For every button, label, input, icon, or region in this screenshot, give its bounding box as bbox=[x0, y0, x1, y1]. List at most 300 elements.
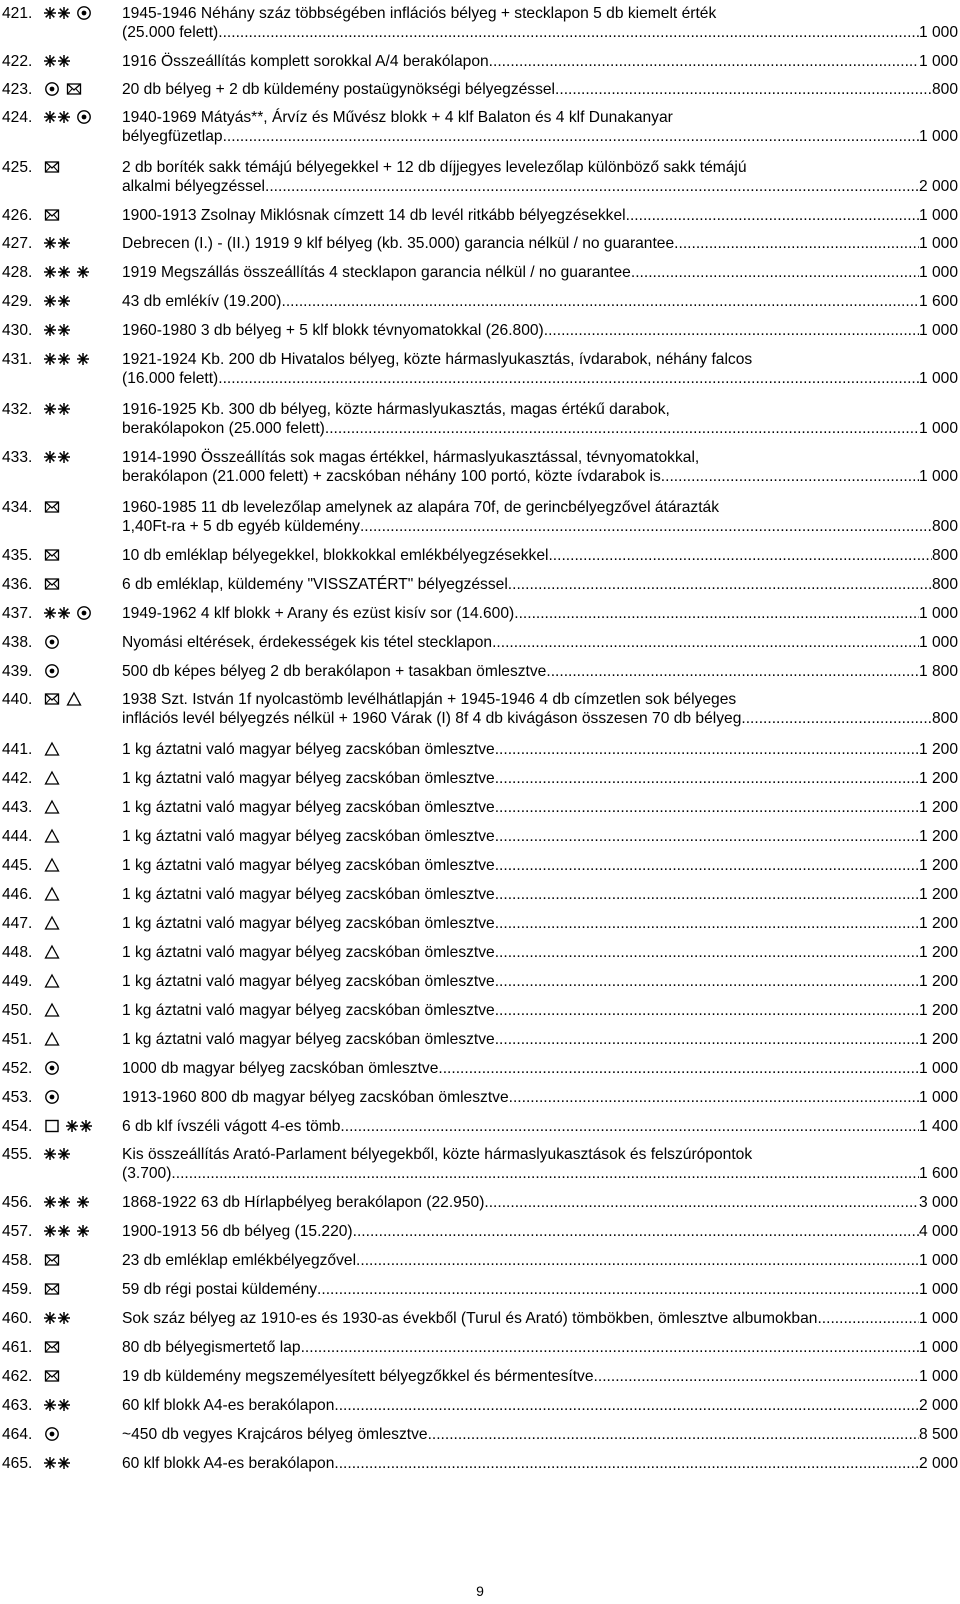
lot-description bbox=[122, 690, 958, 728]
dot-leader bbox=[223, 127, 919, 146]
dot-leader bbox=[741, 709, 932, 728]
lot-description-line: inflációs levél bélyegzés nélkül + 1960 Várak (I) 8f 4 db kivágáson összesen 70 db bélyeg bbox=[122, 710, 742, 727]
lot-description-line: 1913-1960 800 db magyar bélyeg zacskóban ömlesztve bbox=[122, 1089, 509, 1106]
lot-price: 1 400 bbox=[918, 1118, 958, 1135]
dot-leader bbox=[484, 1193, 919, 1212]
lot-description bbox=[122, 1280, 958, 1299]
lot-description bbox=[122, 943, 958, 962]
lot-description bbox=[122, 1367, 958, 1386]
condition-icons bbox=[44, 547, 60, 563]
lot-description-line: 80 db bélyegismertető lap bbox=[122, 1339, 301, 1356]
dot-leader bbox=[353, 1222, 919, 1241]
lot-description bbox=[122, 1425, 958, 1444]
lot-price: 800 bbox=[931, 518, 958, 535]
lot-price: 2 000 bbox=[918, 1455, 958, 1472]
lot-description bbox=[122, 263, 958, 282]
lot-number: 456. bbox=[2, 1194, 33, 1211]
mnh-icon bbox=[44, 1146, 70, 1162]
lot-price: 8 500 bbox=[918, 1426, 958, 1443]
lot-description-line: alkalmi bélyegzéssel bbox=[122, 178, 266, 195]
lot-description bbox=[122, 856, 958, 875]
lot-description-line: 1 kg áztatni való magyar bélyeg zacskóban ömlesztve bbox=[122, 915, 495, 932]
lot-description-line: 500 db képes bélyeg 2 db berakólapon + tasakban ömlesztve bbox=[122, 663, 547, 680]
condition-icons bbox=[44, 264, 90, 280]
lot-number: 463. bbox=[2, 1397, 33, 1414]
dot-leader bbox=[282, 292, 919, 311]
mnh-icon bbox=[44, 401, 70, 417]
mnh-icon bbox=[44, 1455, 70, 1471]
lot-description bbox=[122, 1193, 958, 1212]
lot-description-line: 1900-1913 56 db bélyeg (15.220) bbox=[122, 1223, 353, 1240]
lot-description bbox=[122, 321, 958, 340]
lot-description bbox=[122, 1396, 958, 1415]
cover-icon bbox=[44, 499, 60, 515]
condition-icons bbox=[44, 634, 60, 650]
lot-number: 436. bbox=[2, 576, 33, 593]
lot-description-line: 1949-1962 4 klf blokk + Arany és ezüst kisív sor (14.600) bbox=[122, 605, 515, 622]
bulk-icon bbox=[44, 1031, 60, 1047]
lot-description bbox=[122, 400, 958, 438]
mnh-icon bbox=[44, 53, 70, 69]
lot-price: 1 800 bbox=[918, 663, 958, 680]
condition-icons bbox=[44, 1223, 90, 1239]
condition-icons bbox=[44, 915, 60, 931]
lot-price: 1 000 bbox=[918, 468, 958, 485]
mnh-icon bbox=[44, 1397, 70, 1413]
condition-icons bbox=[44, 351, 90, 367]
lot-description-line: 1940-1969 Mátyás**, Árvíz és Művész blokk + 4 klf Balaton és 4 klf Dunakanyar bbox=[122, 109, 673, 126]
lot-description-line: Debrecen (I.) - (II.) 1919 9 klf bélyeg (kb. 35.000) garancia nélkül / no guarantee bbox=[122, 235, 675, 252]
lot-description bbox=[122, 206, 958, 225]
dot-leader bbox=[428, 1425, 919, 1444]
lot-number: 455. bbox=[2, 1146, 33, 1163]
lot-description-line: 1868-1922 63 db Hírlapbélyeg berakólapon (22.950) bbox=[122, 1194, 485, 1211]
dot-leader bbox=[360, 517, 932, 536]
bulk-icon bbox=[66, 691, 82, 707]
dot-leader bbox=[548, 546, 932, 565]
cancelled-icon bbox=[44, 663, 60, 679]
mnh-icon bbox=[44, 264, 70, 280]
lot-price: 1 200 bbox=[918, 770, 958, 787]
condition-icons bbox=[44, 109, 92, 125]
lot-price: 1 200 bbox=[918, 857, 958, 874]
mnh-icon bbox=[44, 322, 70, 338]
lot-description-line: 59 db régi postai küldemény bbox=[122, 1281, 318, 1298]
lot-number: 462. bbox=[2, 1368, 33, 1385]
dot-leader bbox=[340, 1117, 919, 1136]
dot-leader bbox=[438, 1059, 919, 1078]
lot-description bbox=[122, 972, 958, 991]
lot-number: 452. bbox=[2, 1060, 33, 1077]
cancelled-icon bbox=[76, 109, 92, 125]
lot-price: 1 000 bbox=[918, 264, 958, 281]
condition-icons bbox=[44, 605, 92, 621]
lot-number: 447. bbox=[2, 915, 33, 932]
cover-icon bbox=[44, 159, 60, 175]
lot-description-line: (16.000 felett) bbox=[122, 370, 219, 387]
bulk-icon bbox=[44, 857, 60, 873]
lot-number: 443. bbox=[2, 799, 33, 816]
lot-description-line: 2 db boríték sakk témájú bélyegekkel + 12 db díjjegyes levelezőlap különböző sakk témájú bbox=[122, 159, 747, 176]
lot-number: 450. bbox=[2, 1002, 33, 1019]
lot-description-line: 19 db küldemény megszemélyesített bélyegzőkkel és bérmentesítve bbox=[122, 1368, 594, 1385]
lot-description-line: 43 db emlékív (19.200) bbox=[122, 293, 282, 310]
lot-description-line: 60 klf blokk A4-es berakólapon bbox=[122, 1455, 335, 1472]
mnh-icon bbox=[44, 351, 70, 367]
lot-description-line: 1900-1913 Zsolnay Miklósnak címzett 14 db levél ritkább bélyegzésekkel bbox=[122, 207, 626, 224]
lot-description bbox=[122, 798, 958, 817]
lot-description-line: 1 kg áztatni való magyar bélyeg zacskóban ömlesztve bbox=[122, 1002, 495, 1019]
bulk-icon bbox=[44, 741, 60, 757]
imperf-icon bbox=[44, 1118, 60, 1134]
condition-icons bbox=[44, 322, 70, 338]
dot-leader bbox=[674, 234, 919, 253]
condition-icons bbox=[44, 401, 70, 417]
dot-leader bbox=[218, 23, 919, 42]
dot-leader bbox=[631, 263, 919, 282]
lot-description-line: 20 db bélyeg + 2 db küldemény postaügynökségi bélyegzéssel bbox=[122, 81, 556, 98]
lot-description-line: 1919 Megszállás összeállítás 4 stecklapon garancia nélkül / no guarantee bbox=[122, 264, 631, 281]
cover-icon bbox=[44, 207, 60, 223]
condition-icons bbox=[44, 159, 60, 175]
bulk-icon bbox=[44, 770, 60, 786]
lot-price: 1 000 bbox=[918, 634, 958, 651]
lot-description bbox=[122, 1338, 958, 1357]
lot-number: 438. bbox=[2, 634, 33, 651]
cancelled-icon bbox=[44, 1426, 60, 1442]
lot-number: 425. bbox=[2, 159, 33, 176]
lot-description-line: 1914-1990 Összeállítás sok magas értékkel, hármaslyukasztással, tévnyomatokkal, bbox=[122, 449, 700, 466]
mnh-icon bbox=[44, 109, 70, 125]
lot-description bbox=[122, 350, 958, 388]
lot-price: 1 000 bbox=[918, 605, 958, 622]
lot-description-line: 1960-1980 3 db bélyeg + 5 klf blokk tévnyomatokkal (26.800) bbox=[122, 322, 544, 339]
lot-number: 437. bbox=[2, 605, 33, 622]
mh-icon bbox=[76, 1194, 90, 1210]
lot-description-line: (3.700) bbox=[122, 1165, 172, 1182]
condition-icons bbox=[44, 1031, 60, 1047]
dot-leader bbox=[495, 740, 919, 759]
dot-leader bbox=[495, 769, 919, 788]
condition-icons bbox=[44, 1281, 60, 1297]
lot-description bbox=[122, 4, 958, 42]
lot-description-line: berakólapokon (25.000 felett) bbox=[122, 420, 325, 437]
cover-icon bbox=[44, 547, 60, 563]
condition-icons bbox=[44, 886, 60, 902]
lot-description bbox=[122, 546, 958, 565]
bulk-icon bbox=[44, 828, 60, 844]
dot-leader bbox=[509, 1088, 919, 1107]
lot-description bbox=[122, 604, 958, 623]
lot-description bbox=[122, 498, 958, 536]
condition-icons bbox=[44, 1426, 60, 1442]
lot-description bbox=[122, 52, 958, 71]
lot-number: 441. bbox=[2, 741, 33, 758]
mnh-icon bbox=[44, 5, 70, 21]
lot-price: 1 000 bbox=[918, 370, 958, 387]
dot-leader bbox=[317, 1280, 919, 1299]
lot-price: 800 bbox=[931, 81, 958, 98]
lot-price: 1 000 bbox=[918, 1339, 958, 1356]
lot-number: 429. bbox=[2, 293, 33, 310]
lot-number: 433. bbox=[2, 449, 33, 466]
mnh-icon bbox=[66, 1118, 92, 1134]
condition-icons bbox=[44, 1194, 90, 1210]
lot-number: 457. bbox=[2, 1223, 33, 1240]
dot-leader bbox=[514, 604, 919, 623]
mnh-icon bbox=[44, 1310, 70, 1326]
dot-leader bbox=[594, 1367, 919, 1386]
dot-leader bbox=[555, 80, 932, 99]
mh-icon bbox=[76, 264, 90, 280]
condition-icons bbox=[44, 1455, 70, 1471]
dot-leader bbox=[508, 575, 932, 594]
dot-leader bbox=[626, 206, 919, 225]
condition-icons bbox=[44, 799, 60, 815]
dot-leader bbox=[495, 1001, 919, 1020]
lot-description bbox=[122, 1309, 958, 1328]
mnh-icon bbox=[44, 605, 70, 621]
lot-price: 1 200 bbox=[918, 828, 958, 845]
lot-number: 440. bbox=[2, 691, 33, 708]
condition-icons bbox=[44, 741, 60, 757]
dot-leader bbox=[817, 1309, 919, 1328]
lot-number: 449. bbox=[2, 973, 33, 990]
lot-description-line: 60 klf blokk A4-es berakólapon bbox=[122, 1397, 335, 1414]
cover-icon bbox=[44, 1368, 60, 1384]
lot-description bbox=[122, 575, 958, 594]
dot-leader bbox=[495, 798, 919, 817]
dot-leader bbox=[301, 1338, 919, 1357]
lot-number: 460. bbox=[2, 1310, 33, 1327]
condition-icons bbox=[44, 5, 92, 21]
lot-price: 1 200 bbox=[918, 741, 958, 758]
lot-description-line: 1 kg áztatni való magyar bélyeg zacskóban ömlesztve bbox=[122, 770, 495, 787]
dot-leader bbox=[325, 419, 919, 438]
condition-icons bbox=[44, 944, 60, 960]
lot-price: 4 000 bbox=[918, 1223, 958, 1240]
lot-price: 1 200 bbox=[918, 973, 958, 990]
lot-description-line: Sok száz bélyeg az 1910-es és 1930-as évekből (Turul és Arató) tömbökben, ömlesztve albumokban bbox=[122, 1310, 818, 1327]
lot-number: 465. bbox=[2, 1455, 33, 1472]
lot-price: 1 600 bbox=[918, 1165, 958, 1182]
dot-leader bbox=[495, 943, 919, 962]
lot-number: 422. bbox=[2, 53, 33, 70]
lot-number: 442. bbox=[2, 770, 33, 787]
condition-icons bbox=[44, 449, 70, 465]
cancelled-icon bbox=[44, 81, 60, 97]
dot-leader bbox=[265, 177, 919, 196]
lot-description bbox=[122, 108, 958, 146]
lot-number: 453. bbox=[2, 1089, 33, 1106]
lot-price: 2 000 bbox=[918, 1397, 958, 1414]
condition-icons bbox=[44, 293, 70, 309]
lot-price: 1 200 bbox=[918, 1031, 958, 1048]
dot-leader bbox=[546, 662, 919, 681]
lot-number: 446. bbox=[2, 886, 33, 903]
dot-leader bbox=[356, 1251, 919, 1270]
lot-description bbox=[122, 633, 958, 652]
lot-description bbox=[122, 1088, 958, 1107]
lot-description-line: (25.000 felett) bbox=[122, 24, 219, 41]
lot-description-line: 23 db emléklap emlékbélyegzővel bbox=[122, 1252, 357, 1269]
lot-description-line: 1 kg áztatni való magyar bélyeg zacskóban ömlesztve bbox=[122, 828, 495, 845]
lot-price: 1 000 bbox=[918, 235, 958, 252]
lot-number: 448. bbox=[2, 944, 33, 961]
lot-description-line: 1960-1985 11 db levelezőlap amelynek az alapára 70f, de gerincbélyegzővel átárazták bbox=[122, 499, 720, 516]
lot-description bbox=[122, 914, 958, 933]
condition-icons bbox=[44, 207, 60, 223]
lot-description-line: 1 kg áztatni való magyar bélyeg zacskóban ömlesztve bbox=[122, 1031, 495, 1048]
lot-number: 428. bbox=[2, 264, 33, 281]
lot-description-line: 1916 Összeállítás komplett sorokkal A/4 berakólapon bbox=[122, 53, 489, 70]
lot-number: 423. bbox=[2, 81, 33, 98]
mnh-icon bbox=[44, 1223, 70, 1239]
lot-description bbox=[122, 234, 958, 253]
lot-price: 1 000 bbox=[918, 420, 958, 437]
lot-price: 800 bbox=[931, 547, 958, 564]
condition-icons bbox=[44, 1310, 70, 1326]
lot-price: 1 200 bbox=[918, 915, 958, 932]
bulk-icon bbox=[44, 886, 60, 902]
lot-description bbox=[122, 769, 958, 788]
lot-number: 451. bbox=[2, 1031, 33, 1048]
lot-number: 427. bbox=[2, 235, 33, 252]
condition-icons bbox=[44, 1397, 70, 1413]
lot-number: 459. bbox=[2, 1281, 33, 1298]
mnh-icon bbox=[44, 1194, 70, 1210]
lot-price: 800 bbox=[931, 576, 958, 593]
cover-icon bbox=[44, 1339, 60, 1355]
bulk-icon bbox=[44, 1002, 60, 1018]
lot-number: 454. bbox=[2, 1118, 33, 1135]
condition-icons bbox=[44, 857, 60, 873]
lot-description-line: 1 kg áztatni való magyar bélyeg zacskóban ömlesztve bbox=[122, 886, 495, 903]
mnh-icon bbox=[44, 235, 70, 251]
condition-icons bbox=[44, 1089, 60, 1105]
condition-icons bbox=[44, 1368, 60, 1384]
dot-leader bbox=[495, 827, 919, 846]
lot-price: 1 000 bbox=[918, 1281, 958, 1298]
cover-icon bbox=[44, 1281, 60, 1297]
lot-description-line: 1 kg áztatni való magyar bélyeg zacskóban ömlesztve bbox=[122, 973, 495, 990]
cancelled-icon bbox=[44, 634, 60, 650]
lot-description-line: berakólapon (21.000 felett) + zacskóban néhány 100 portó, közte ívdarabok is bbox=[122, 468, 661, 485]
lot-number: 421. bbox=[2, 5, 33, 22]
lot-description-line: 1921-1924 Kb. 200 db Hivatalos bélyeg, közte hármaslyukasztás, ívdarabok, néhány falcos bbox=[122, 351, 753, 368]
cover-icon bbox=[66, 81, 82, 97]
lot-description-line: 1 kg áztatni való magyar bélyeg zacskóban ömlesztve bbox=[122, 944, 495, 961]
lot-description bbox=[122, 80, 958, 99]
lot-description-line: 1 kg áztatni való magyar bélyeg zacskóban ömlesztve bbox=[122, 857, 495, 874]
cover-icon bbox=[44, 576, 60, 592]
cancelled-icon bbox=[76, 5, 92, 21]
lot-price: 3 000 bbox=[918, 1194, 958, 1211]
condition-icons bbox=[44, 691, 82, 707]
bulk-icon bbox=[44, 944, 60, 960]
lot-description-line: 1945-1946 Néhány száz többségében inflációs bélyeg + stecklapon 5 db kiemelt érték bbox=[122, 5, 717, 22]
lot-price: 1 000 bbox=[918, 322, 958, 339]
lot-price: 1 000 bbox=[918, 1310, 958, 1327]
mnh-icon bbox=[44, 293, 70, 309]
lot-description-line: ~450 db vegyes Krajcáros bélyeg ömlesztve bbox=[122, 1426, 428, 1443]
cancelled-icon bbox=[44, 1060, 60, 1076]
lot-number: 435. bbox=[2, 547, 33, 564]
lot-description-line: 10 db emléklap bélyegekkel, blokkokkal emlékbélyegzésekkel bbox=[122, 547, 549, 564]
page-number: 9 bbox=[476, 1583, 484, 1599]
condition-icons bbox=[44, 828, 60, 844]
lot-number: 430. bbox=[2, 322, 33, 339]
lot-description-line: 1000 db magyar bélyeg zacskóban ömlesztve bbox=[122, 1060, 439, 1077]
dot-leader bbox=[661, 467, 919, 486]
dot-leader bbox=[495, 914, 919, 933]
condition-icons bbox=[44, 81, 82, 97]
lot-price: 1 000 bbox=[918, 24, 958, 41]
lot-description-line: 1 kg áztatni való magyar bélyeg zacskóban ömlesztve bbox=[122, 799, 495, 816]
dot-leader bbox=[489, 52, 919, 71]
lot-description-line: 1938 Szt. István 1f nyolcastömb levélhátlapján + 1945-1946 4 db címzetlen sok bélyeges bbox=[122, 691, 737, 708]
cover-icon bbox=[44, 1252, 60, 1268]
lot-description bbox=[122, 1145, 958, 1183]
condition-icons bbox=[44, 499, 60, 515]
lot-price: 1 000 bbox=[918, 53, 958, 70]
lot-description-line: 1 kg áztatni való magyar bélyeg zacskóban ömlesztve bbox=[122, 741, 495, 758]
bulk-icon bbox=[44, 799, 60, 815]
cover-icon bbox=[44, 691, 60, 707]
dot-leader bbox=[495, 856, 919, 875]
bulk-icon bbox=[44, 915, 60, 931]
lot-description bbox=[122, 740, 958, 759]
dot-leader bbox=[495, 972, 919, 991]
dot-leader bbox=[495, 1030, 919, 1049]
lot-description bbox=[122, 662, 958, 681]
lot-number: 426. bbox=[2, 207, 33, 224]
lot-description bbox=[122, 827, 958, 846]
lot-number: 439. bbox=[2, 663, 33, 680]
lot-price: 1 000 bbox=[918, 1252, 958, 1269]
lot-number: 432. bbox=[2, 401, 33, 418]
dot-leader bbox=[544, 321, 919, 340]
lot-number: 461. bbox=[2, 1339, 33, 1356]
dot-leader bbox=[334, 1454, 919, 1473]
lot-price: 2 000 bbox=[918, 178, 958, 195]
lot-number: 434. bbox=[2, 499, 33, 516]
lot-price: 1 000 bbox=[918, 1089, 958, 1106]
lot-number: 464. bbox=[2, 1426, 33, 1443]
lot-description bbox=[122, 1001, 958, 1020]
lot-description bbox=[122, 885, 958, 904]
condition-icons bbox=[44, 235, 70, 251]
lot-description-line: 1,40Ft-ra + 5 db egyéb küldemény bbox=[122, 518, 360, 535]
condition-icons bbox=[44, 576, 60, 592]
condition-icons bbox=[44, 1002, 60, 1018]
lot-price: 1 000 bbox=[918, 1060, 958, 1077]
dot-leader bbox=[218, 369, 919, 388]
dot-leader bbox=[171, 1164, 919, 1183]
lot-description-line: 6 db emléklap, küldemény "VISSZATÉRT" bélyegzéssel bbox=[122, 576, 508, 593]
lot-description bbox=[122, 1117, 958, 1136]
lot-number: 445. bbox=[2, 857, 33, 874]
lot-price: 1 000 bbox=[918, 207, 958, 224]
lot-price: 1 200 bbox=[918, 1002, 958, 1019]
cancelled-icon bbox=[76, 605, 92, 621]
condition-icons bbox=[44, 663, 60, 679]
lot-price: 1 200 bbox=[918, 799, 958, 816]
lot-description-line: 1916-1925 Kb. 300 db bélyeg, közte hármaslyukasztás, magas értékű darabok, bbox=[122, 401, 670, 418]
dot-leader bbox=[334, 1396, 919, 1415]
lot-description-line: Kis összeállítás Arató-Parlament bélyegekből, közte hármaslyukasztások és felszúrópontok bbox=[122, 1146, 753, 1163]
lot-price: 1 200 bbox=[918, 886, 958, 903]
